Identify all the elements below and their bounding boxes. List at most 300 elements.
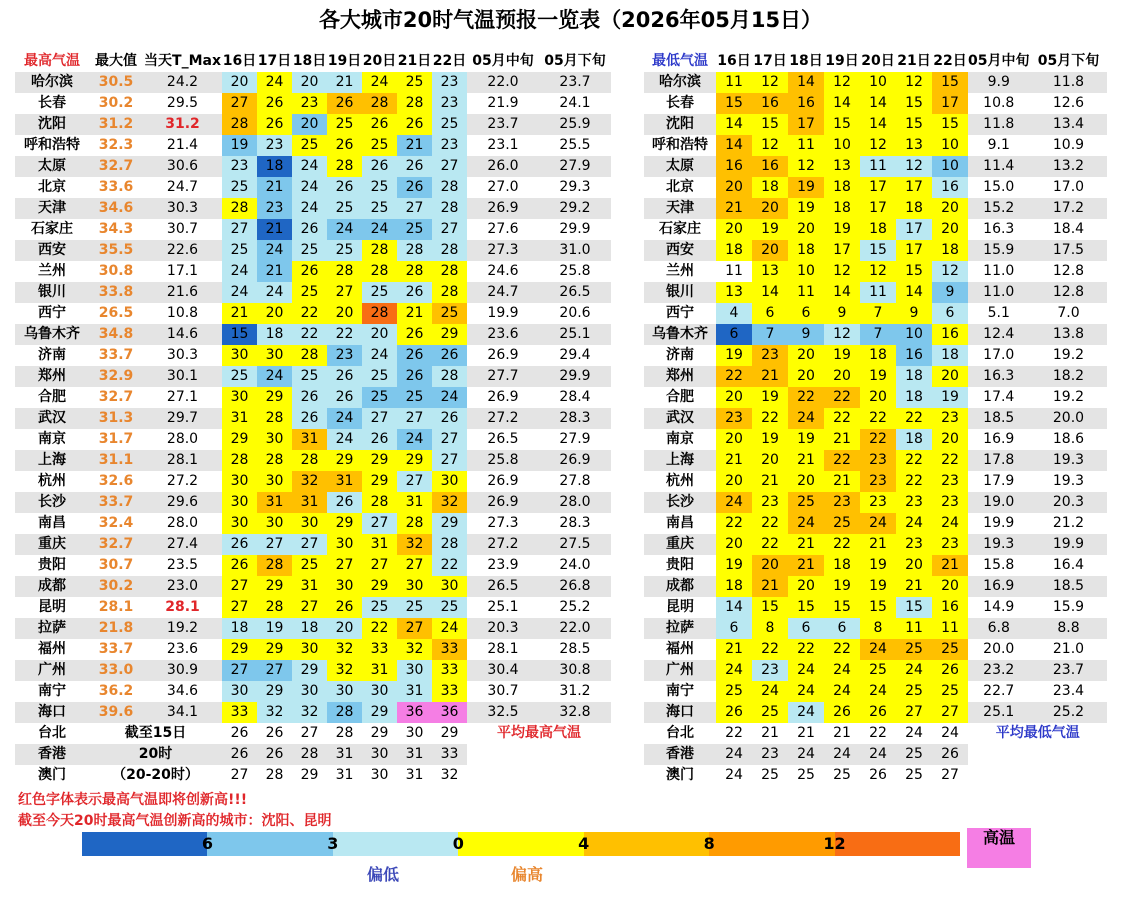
max-header-cell: 05月中旬 — [467, 51, 539, 72]
avg-label — [467, 744, 611, 765]
forecast-min-cell: 24 — [716, 744, 752, 765]
forecast-max-cell: 33 — [222, 702, 257, 723]
mid-month-avg: 11.4 — [968, 156, 1029, 177]
forecast-max-cell: 20 — [327, 618, 362, 639]
forecast-min-cell: 12 — [752, 72, 788, 93]
forecast-min-cell: 20 — [716, 471, 752, 492]
forecast-max-cell: 26 — [222, 723, 257, 744]
record-max-value: 33.7 — [89, 345, 143, 366]
forecast-max-cell: 27 — [327, 282, 362, 303]
forecast-max-cell: 27 — [397, 198, 432, 219]
forecast-min-cell: 24 — [716, 660, 752, 681]
mid-month-avg: 26.9 — [467, 387, 539, 408]
forecast-min-cell: 9 — [932, 282, 968, 303]
forecast-max-cell: 25 — [432, 597, 467, 618]
min-table-row — [644, 513, 1107, 534]
forecast-max-cell: 30 — [292, 681, 327, 702]
forecast-min-cell: 24 — [788, 702, 824, 723]
city-name: 澳门 — [644, 765, 716, 786]
max-header-cell: 当天T_Max — [143, 51, 222, 72]
forecast-min-cell: 16 — [788, 93, 824, 114]
city-name: 上海 — [15, 450, 89, 471]
mid-month-avg: 26.9 — [467, 471, 539, 492]
legend-caption-high: 偏高 — [511, 865, 544, 884]
forecast-max-cell: 22 — [327, 324, 362, 345]
forecast-min-cell: 15 — [896, 114, 932, 135]
forecast-min-cell: 21 — [752, 723, 788, 744]
forecast-max-cell: 32 — [327, 660, 362, 681]
legend-tick-label: 12 — [823, 834, 846, 853]
late-month-avg: 18.2 — [1029, 366, 1107, 387]
forecast-max-cell: 21 — [397, 135, 432, 156]
forecast-min-cell: 18 — [824, 198, 860, 219]
forecast-min-cell: 14 — [824, 282, 860, 303]
forecast-min-cell: 21 — [752, 471, 788, 492]
forecast-min-cell: 15 — [932, 114, 968, 135]
mid-month-avg: 15.0 — [968, 177, 1029, 198]
forecast-min-cell: 22 — [716, 366, 752, 387]
city-name: 海口 — [15, 702, 89, 723]
forecast-min-cell: 24 — [824, 660, 860, 681]
forecast-max-cell: 30 — [362, 765, 397, 786]
forecast-min-cell: 25 — [824, 513, 860, 534]
min-table-row — [644, 450, 1107, 471]
forecast-max-cell: 22 — [292, 324, 327, 345]
record-max-value: 31.2 — [89, 114, 143, 135]
max-header-cell: 17日 — [257, 51, 292, 72]
forecast-max-cell: 29 — [362, 471, 397, 492]
forecast-min-cell: 22 — [752, 639, 788, 660]
mid-month-avg: 17.9 — [968, 471, 1029, 492]
forecast-min-cell: 14 — [896, 282, 932, 303]
avg-label — [968, 744, 1107, 765]
city-name: 南宁 — [644, 681, 716, 702]
forecast-max-cell: 25 — [292, 282, 327, 303]
mid-month-avg: 21.9 — [467, 93, 539, 114]
forecast-max-cell: 27 — [292, 597, 327, 618]
forecast-max-cell: 31 — [292, 492, 327, 513]
late-month-avg: 25.1 — [539, 324, 611, 345]
forecast-min-cell: 24 — [824, 744, 860, 765]
note-record-cities: 截至今天20时最高气温创新高的城市：沈阳、昆明 — [18, 813, 332, 829]
forecast-max-cell: 28 — [222, 198, 257, 219]
max-table-row — [15, 387, 611, 408]
legend-tick-label: 3 — [327, 834, 339, 853]
forecast-min-cell: 22 — [896, 450, 932, 471]
forecast-max-cell: 22 — [292, 303, 327, 324]
record-max-value: 36.2 — [89, 681, 143, 702]
forecast-min-cell: 21 — [932, 555, 968, 576]
city-name: 北京 — [644, 177, 716, 198]
max-table-row — [15, 366, 611, 387]
forecast-min-cell: 21 — [824, 471, 860, 492]
forecast-max-cell: 19 — [257, 618, 292, 639]
late-month-avg: 12.8 — [1029, 282, 1107, 303]
forecast-max-cell: 26 — [432, 408, 467, 429]
forecast-max-cell: 24 — [222, 282, 257, 303]
forecast-max-cell: 25 — [327, 114, 362, 135]
max-table-row — [15, 597, 611, 618]
forecast-max-cell: 30 — [222, 681, 257, 702]
mid-month-avg: 23.7 — [467, 114, 539, 135]
forecast-min-cell: 22 — [752, 408, 788, 429]
mid-month-avg: 27.7 — [467, 366, 539, 387]
forecast-min-cell: 23 — [932, 492, 968, 513]
forecast-min-cell: 22 — [788, 639, 824, 660]
forecast-max-cell: 28 — [292, 450, 327, 471]
max-table-row — [15, 408, 611, 429]
forecast-max-cell: 30 — [432, 576, 467, 597]
forecast-max-cell: 21 — [257, 177, 292, 198]
max-header-cell: 最大值 — [89, 51, 143, 72]
record-max-value: 21.8 — [89, 618, 143, 639]
max-header-cell: 22日 — [432, 51, 467, 72]
forecast-min-cell: 13 — [896, 135, 932, 156]
record-max-value: 30.2 — [89, 576, 143, 597]
record-max-value: 31.7 — [89, 429, 143, 450]
forecast-max-cell: 29 — [362, 702, 397, 723]
avg-label: 平均最低气温 — [968, 723, 1107, 744]
forecast-min-cell: 20 — [752, 240, 788, 261]
forecast-max-cell: 26 — [327, 135, 362, 156]
forecast-max-cell: 28 — [362, 303, 397, 324]
city-name: 济南 — [644, 345, 716, 366]
forecast-min-cell: 24 — [896, 660, 932, 681]
forecast-max-cell: 27 — [362, 513, 397, 534]
mid-month-avg: 27.2 — [467, 534, 539, 555]
max-table-row — [15, 492, 611, 513]
max-table-row — [15, 219, 611, 240]
mid-month-avg: 11.8 — [968, 114, 1029, 135]
forecast-min-cell: 20 — [932, 429, 968, 450]
max-table-row — [15, 240, 611, 261]
mid-month-avg: 17.4 — [968, 387, 1029, 408]
city-name: 合肥 — [644, 387, 716, 408]
forecast-max-cell: 25 — [362, 282, 397, 303]
forecast-max-cell: 27 — [397, 618, 432, 639]
today-max-value: 28.0 — [143, 513, 222, 534]
forecast-max-cell: 29 — [257, 576, 292, 597]
max-table-row — [15, 345, 611, 366]
forecast-min-cell: 14 — [752, 282, 788, 303]
forecast-min-cell: 22 — [824, 450, 860, 471]
forecast-max-cell: 23 — [222, 156, 257, 177]
mid-month-avg: 19.0 — [968, 492, 1029, 513]
late-month-avg: 22.0 — [539, 618, 611, 639]
city-name: 北京 — [15, 177, 89, 198]
forecast-min-cell: 21 — [788, 534, 824, 555]
forecast-min-cell: 24 — [932, 513, 968, 534]
late-month-avg: 29.9 — [539, 219, 611, 240]
city-name: 武汉 — [15, 408, 89, 429]
forecast-max-cell: 27 — [222, 597, 257, 618]
cutoff-note: （20-20时） — [89, 765, 222, 786]
max-temp-table — [15, 51, 611, 786]
late-month-avg: 17.5 — [1029, 240, 1107, 261]
forecast-min-cell: 19 — [752, 219, 788, 240]
record-max-value: 34.8 — [89, 324, 143, 345]
forecast-min-cell: 22 — [788, 387, 824, 408]
mid-month-avg: 16.3 — [968, 219, 1029, 240]
min-table-row — [644, 408, 1107, 429]
forecast-min-cell: 25 — [896, 639, 932, 660]
forecast-max-cell: 26 — [432, 345, 467, 366]
forecast-min-cell: 17 — [788, 114, 824, 135]
forecast-max-cell: 27 — [222, 93, 257, 114]
forecast-max-cell: 24 — [222, 261, 257, 282]
city-name: 石家庄 — [15, 219, 89, 240]
forecast-min-cell: 9 — [896, 303, 932, 324]
forecast-max-cell: 24 — [327, 219, 362, 240]
forecast-min-cell: 21 — [788, 723, 824, 744]
city-name: 成都 — [15, 576, 89, 597]
forecast-max-cell: 23 — [292, 93, 327, 114]
min-header-cell: 18日 — [788, 51, 824, 72]
forecast-max-cell: 25 — [292, 555, 327, 576]
forecast-min-cell: 17 — [896, 177, 932, 198]
record-max-value: 32.4 — [89, 513, 143, 534]
forecast-max-cell: 29 — [362, 450, 397, 471]
forecast-min-cell: 22 — [824, 639, 860, 660]
forecast-min-cell: 24 — [824, 681, 860, 702]
min-table-row — [644, 93, 1107, 114]
min-table-row — [644, 219, 1107, 240]
forecast-max-cell: 26 — [292, 387, 327, 408]
min-header-cell: 20日 — [860, 51, 896, 72]
forecast-max-cell: 28 — [432, 282, 467, 303]
forecast-min-cell: 20 — [716, 387, 752, 408]
late-month-avg: 29.4 — [539, 345, 611, 366]
max-table-row — [15, 534, 611, 555]
record-max-value: 31.3 — [89, 408, 143, 429]
forecast-max-cell: 30 — [327, 576, 362, 597]
forecast-max-cell: 28 — [432, 177, 467, 198]
min-header-row — [644, 51, 1107, 72]
forecast-max-cell: 25 — [292, 240, 327, 261]
forecast-max-cell: 20 — [257, 303, 292, 324]
city-name: 香港 — [644, 744, 716, 765]
forecast-min-cell: 20 — [752, 450, 788, 471]
min-table-row — [644, 660, 1107, 681]
forecast-max-cell: 26 — [257, 723, 292, 744]
late-month-avg: 23.7 — [539, 72, 611, 93]
record-max-value: 32.6 — [89, 471, 143, 492]
today-max-value: 21.4 — [143, 135, 222, 156]
forecast-max-cell: 21 — [257, 219, 292, 240]
forecast-max-cell: 27 — [432, 429, 467, 450]
forecast-min-cell: 23 — [860, 450, 896, 471]
forecast-max-cell: 26 — [327, 366, 362, 387]
forecast-max-cell: 27 — [222, 219, 257, 240]
late-month-avg: 16.4 — [1029, 555, 1107, 576]
forecast-max-cell: 24 — [362, 345, 397, 366]
max-header-cell: 21日 — [397, 51, 432, 72]
forecast-max-cell: 33 — [432, 660, 467, 681]
mid-month-avg: 27.6 — [467, 219, 539, 240]
forecast-min-cell: 21 — [860, 534, 896, 555]
forecast-max-cell: 25 — [327, 240, 362, 261]
forecast-max-cell: 18 — [257, 156, 292, 177]
forecast-max-cell: 26 — [292, 408, 327, 429]
forecast-max-cell: 28 — [397, 513, 432, 534]
today-max-value: 30.7 — [143, 219, 222, 240]
forecast-min-cell: 16 — [752, 93, 788, 114]
today-max-value: 24.2 — [143, 72, 222, 93]
late-month-avg: 27.8 — [539, 471, 611, 492]
min-table-row — [644, 261, 1107, 282]
forecast-max-cell: 25 — [362, 387, 397, 408]
mid-month-avg: 5.1 — [968, 303, 1029, 324]
cutoff-note: 截至15日 — [89, 723, 222, 744]
max-table-row — [15, 576, 611, 597]
forecast-min-cell: 18 — [752, 177, 788, 198]
city-name: 福州 — [15, 639, 89, 660]
today-max-value: 28.0 — [143, 429, 222, 450]
record-max-value: 30.5 — [89, 72, 143, 93]
max-extra-row — [15, 723, 611, 744]
late-month-avg: 32.8 — [539, 702, 611, 723]
forecast-min-cell: 18 — [716, 240, 752, 261]
cutoff-note: 20时 — [89, 744, 222, 765]
forecast-max-cell: 31 — [362, 534, 397, 555]
forecast-max-cell: 27 — [432, 156, 467, 177]
forecast-min-cell: 21 — [752, 576, 788, 597]
forecast-max-cell: 29 — [327, 450, 362, 471]
city-name: 南宁 — [15, 681, 89, 702]
forecast-min-cell: 12 — [824, 261, 860, 282]
forecast-min-cell: 15 — [896, 93, 932, 114]
forecast-min-cell: 23 — [752, 744, 788, 765]
forecast-min-cell: 19 — [788, 177, 824, 198]
late-month-avg: 25.2 — [1029, 702, 1107, 723]
forecast-max-cell: 30 — [362, 744, 397, 765]
record-max-value: 34.3 — [89, 219, 143, 240]
forecast-min-cell: 22 — [824, 408, 860, 429]
max-table-row — [15, 303, 611, 324]
forecast-max-cell: 20 — [327, 303, 362, 324]
avg-label: 平均最高气温 — [467, 723, 611, 744]
forecast-max-cell: 21 — [257, 261, 292, 282]
mid-month-avg: 17.8 — [968, 450, 1029, 471]
city-name: 海口 — [644, 702, 716, 723]
late-month-avg: 21.2 — [1029, 513, 1107, 534]
forecast-min-cell: 12 — [896, 156, 932, 177]
city-name: 乌鲁木齐 — [644, 324, 716, 345]
late-month-avg: 28.3 — [539, 513, 611, 534]
forecast-max-cell: 36 — [432, 702, 467, 723]
forecast-max-cell: 25 — [362, 597, 397, 618]
record-max-value: 33.8 — [89, 282, 143, 303]
late-month-avg: 25.5 — [539, 135, 611, 156]
today-max-value: 30.1 — [143, 366, 222, 387]
forecast-max-cell: 27 — [222, 765, 257, 786]
forecast-min-cell: 26 — [860, 765, 896, 786]
late-month-avg: 28.3 — [539, 408, 611, 429]
min-table-row — [644, 135, 1107, 156]
forecast-max-cell: 28 — [327, 156, 362, 177]
late-month-avg: 26.9 — [539, 450, 611, 471]
forecast-max-cell: 30 — [432, 471, 467, 492]
late-month-avg: 27.9 — [539, 156, 611, 177]
forecast-max-cell: 25 — [432, 114, 467, 135]
forecast-min-cell: 24 — [896, 723, 932, 744]
late-month-avg: 20.3 — [1029, 492, 1107, 513]
mid-month-avg: 30.7 — [467, 681, 539, 702]
forecast-max-cell: 20 — [362, 324, 397, 345]
forecast-min-cell: 23 — [752, 345, 788, 366]
city-name: 杭州 — [644, 471, 716, 492]
forecast-max-cell: 24 — [257, 72, 292, 93]
forecast-max-cell: 28 — [397, 93, 432, 114]
max-table-row — [15, 702, 611, 723]
forecast-max-cell: 30 — [222, 513, 257, 534]
mid-month-avg: 9.9 — [968, 72, 1029, 93]
record-max-value: 32.7 — [89, 156, 143, 177]
forecast-max-cell: 23 — [432, 135, 467, 156]
forecast-max-cell: 26 — [292, 219, 327, 240]
forecast-max-cell: 26 — [362, 156, 397, 177]
record-max-value: 31.1 — [89, 450, 143, 471]
record-max-value: 32.9 — [89, 366, 143, 387]
legend-tick-label: 0 — [452, 834, 464, 853]
forecast-min-cell: 25 — [860, 660, 896, 681]
forecast-max-cell: 24 — [257, 240, 292, 261]
forecast-min-cell: 17 — [824, 240, 860, 261]
min-table-row — [644, 471, 1107, 492]
forecast-min-cell: 4 — [716, 303, 752, 324]
forecast-min-cell: 6 — [824, 618, 860, 639]
forecast-max-cell: 29 — [397, 450, 432, 471]
forecast-max-cell: 23 — [327, 345, 362, 366]
max-table-row — [15, 660, 611, 681]
today-max-value: 22.6 — [143, 240, 222, 261]
forecast-max-cell: 25 — [292, 135, 327, 156]
max-table-row — [15, 156, 611, 177]
city-name: 银川 — [15, 282, 89, 303]
today-max-value: 30.9 — [143, 660, 222, 681]
forecast-max-cell: 24 — [292, 177, 327, 198]
max-table-row — [15, 513, 611, 534]
forecast-max-cell: 31 — [257, 492, 292, 513]
late-month-avg: 18.5 — [1029, 576, 1107, 597]
late-month-avg: 25.2 — [539, 597, 611, 618]
forecast-max-cell: 28 — [432, 198, 467, 219]
forecast-max-cell: 29 — [257, 387, 292, 408]
forecast-max-cell: 25 — [222, 177, 257, 198]
city-name: 西宁 — [644, 303, 716, 324]
forecast-max-cell: 23 — [432, 93, 467, 114]
forecast-min-cell: 25 — [788, 765, 824, 786]
today-max-value: 19.2 — [143, 618, 222, 639]
city-name: 长春 — [15, 93, 89, 114]
late-month-avg: 24.1 — [539, 93, 611, 114]
forecast-max-cell: 24 — [257, 282, 292, 303]
forecast-min-cell: 20 — [716, 429, 752, 450]
record-max-value: 28.1 — [89, 597, 143, 618]
mid-month-avg: 19.9 — [968, 513, 1029, 534]
forecast-min-cell: 9 — [788, 324, 824, 345]
forecast-min-cell: 12 — [788, 156, 824, 177]
forecast-min-cell: 27 — [896, 702, 932, 723]
forecast-max-cell: 29 — [362, 723, 397, 744]
forecast-max-cell: 27 — [397, 471, 432, 492]
forecast-min-cell: 19 — [860, 366, 896, 387]
city-name: 台北 — [644, 723, 716, 744]
mid-month-avg: 26.5 — [467, 429, 539, 450]
max-table-row — [15, 618, 611, 639]
mid-month-avg: 22.0 — [467, 72, 539, 93]
forecast-min-cell: 14 — [860, 114, 896, 135]
